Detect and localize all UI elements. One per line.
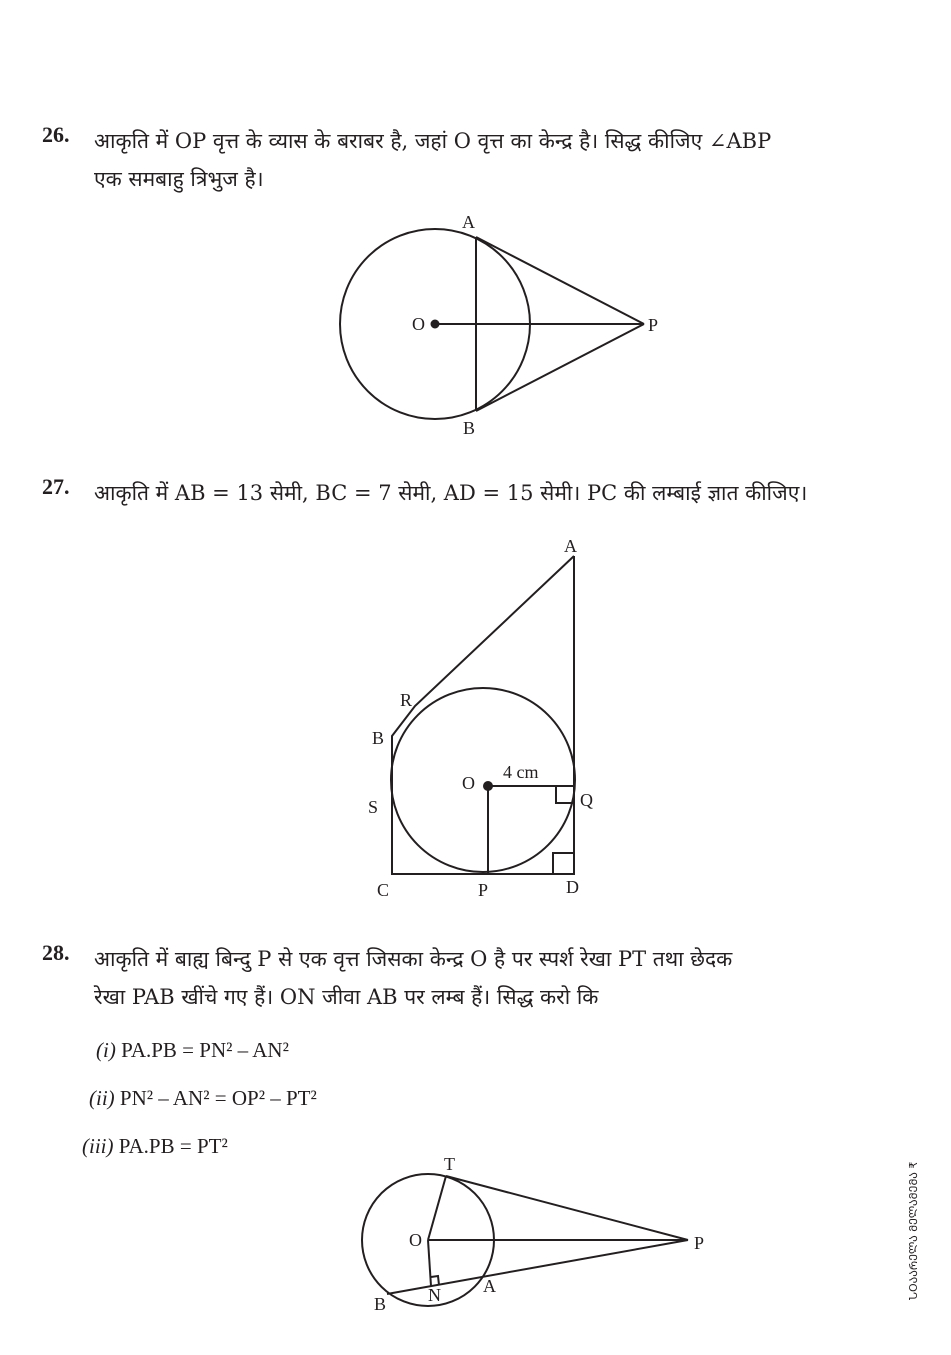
part-label: (ii) [89, 1086, 115, 1110]
question-number: 27. [42, 474, 70, 499]
right-angle-d [553, 853, 574, 874]
question-text-line: आकृति में बाह्य बिन्दु P से एक वृत्त जिसका केन्द्र O है पर स्पर्श रेखा PT तथा छेदक [94, 947, 733, 971]
part-i [96, 1038, 289, 1063]
label-t: T [444, 1154, 455, 1174]
figure-26 [340, 229, 644, 419]
label-radius: 4 cm [503, 762, 539, 782]
side-text: ՆՕᲐᲐᲠᲔᲚᲐ ᲛᲔᲚᲐᲛᲔᲛᲐ ₹ [907, 1161, 920, 1300]
figure-27 [391, 556, 575, 874]
label-d: D [566, 877, 579, 897]
part-text: PA.PB = PT² [118, 1134, 228, 1158]
tangent-pt [446, 1176, 688, 1240]
right-angle-n [431, 1276, 439, 1285]
label-a: A [462, 212, 475, 232]
question-text [94, 474, 902, 512]
tangent-pb [476, 324, 644, 411]
part-text: PA.PB = PN² – AN² [121, 1038, 289, 1062]
label-p: P [478, 880, 489, 900]
label-o: O [462, 773, 475, 793]
label-a: A [564, 536, 577, 556]
label-c: C [377, 880, 390, 900]
label-q: Q [580, 790, 593, 810]
label-o: O [409, 1230, 422, 1250]
label-n: N [428, 1285, 441, 1305]
label-r: R [400, 690, 413, 710]
label-p: P [694, 1233, 705, 1253]
part-label: (iii) [82, 1134, 114, 1158]
question-text-line: आकृति में AB = 13 सेमी, BC = 7 सेमी, AD = 15 सेमी। PC की लम्बाई ज्ञात कीजिए। [94, 481, 808, 505]
part-iii [82, 1134, 228, 1159]
line-on [428, 1240, 431, 1286]
line-ot [428, 1176, 446, 1240]
label-b: B [372, 728, 385, 748]
label-s: S [368, 797, 379, 817]
center-point [484, 782, 492, 790]
circle [391, 688, 575, 872]
tangent-pa [476, 237, 644, 324]
center-point [432, 321, 439, 328]
part-label: (i) [96, 1038, 116, 1062]
label-o: O [412, 314, 425, 334]
label-b: B [463, 418, 476, 438]
part-ii [89, 1086, 317, 1111]
question-number: 26. [42, 122, 70, 147]
question-text-line: रेखा PAB खींचे गए हैं। ON जीवा AB पर लम्ब हैं। सिद्ध करो कि [94, 985, 599, 1009]
question-text-line: एक समबाहु त्रिभुज है। [94, 167, 264, 191]
label-p: P [648, 315, 659, 335]
question-28 [42, 940, 902, 1016]
label-a: A [483, 1276, 496, 1296]
question-text-line: आकृति में OP वृत्त के व्यास के बराबर है, जहां O वृत्त का केन्द्र है। सिद्ध कीजिए ∠ABP [94, 129, 772, 153]
question-text [94, 940, 902, 1016]
label-b: B [374, 1294, 387, 1314]
side-margin-text [906, 1120, 936, 1300]
right-angle-q [556, 786, 574, 803]
question-number: 28. [42, 940, 70, 965]
part-text: PN² – AN² = OP² – PT² [119, 1086, 317, 1110]
question-27 [42, 474, 902, 512]
